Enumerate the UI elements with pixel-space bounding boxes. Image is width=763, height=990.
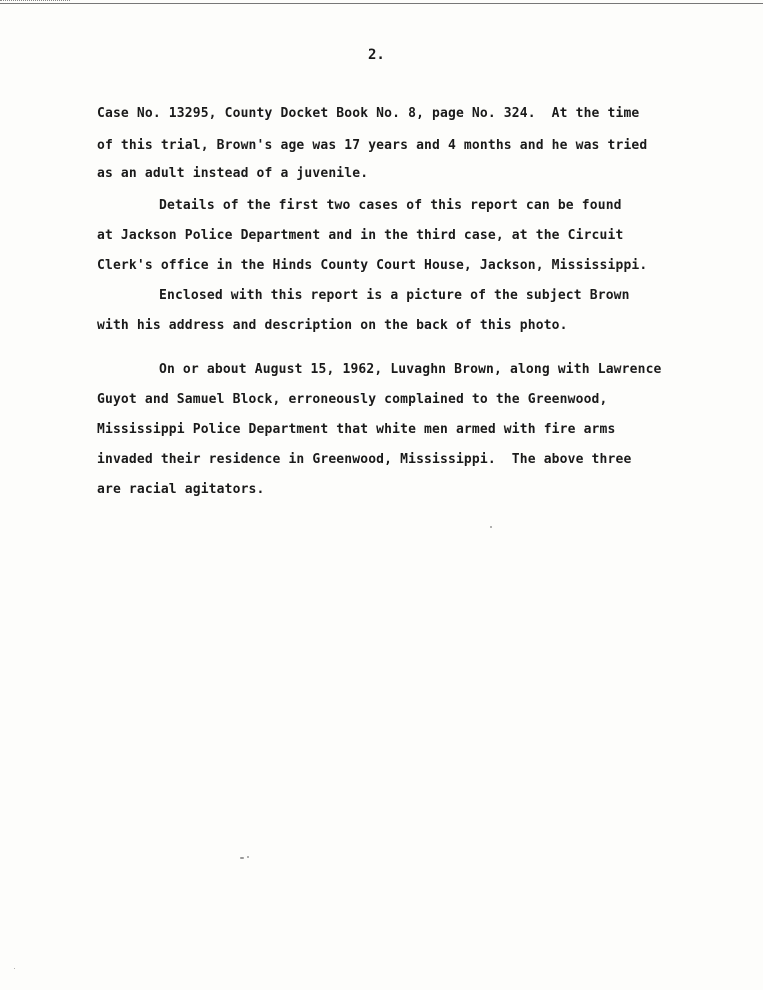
paragraph-4-line-1: On or about August 15, 1962, Luvaghn Brown, along with Lawrence (159, 362, 662, 377)
paragraph-4-line-3: Mississippi Police Department that white men armed with fire arms (97, 422, 616, 437)
paragraph-4-line-4: invaded their residence in Greenwood, Mississippi. The above three (97, 452, 632, 467)
paragraph-4-line-5: are racial agitators. (97, 482, 265, 497)
paragraph-2-line-3: Clerk's office in the Hinds County Court House, Jackson, Mississippi. (97, 258, 648, 273)
paragraph-4-line-2: Guyot and Samuel Block, erroneously complained to the Greenwood, (97, 392, 608, 407)
paragraph-2-line-1: Details of the first two cases of this report can be found (159, 198, 622, 213)
scan-speck (14, 968, 15, 969)
scan-speck (247, 856, 249, 858)
scan-speck (240, 857, 244, 859)
paragraph-1-line-1: Case No. 13295, County Docket Book No. 8, page No. 324. At the time (97, 106, 640, 121)
page-number: 2. (368, 47, 385, 63)
top-rule (0, 3, 763, 4)
paragraph-3-line-2: with his address and description on the back of this photo. (97, 318, 568, 333)
scan-speck (490, 526, 492, 528)
paragraph-1-line-2: of this trial, Brown's age was 17 years and 4 months and he was tried (97, 138, 648, 153)
paragraph-3-line-1: Enclosed with this report is a picture of the subject Brown (159, 288, 630, 303)
paragraph-1-line-3: as an adult instead of a juvenile. (97, 166, 369, 181)
paragraph-2-line-2: at Jackson Police Department and in the third case, at the Circuit (97, 228, 624, 243)
